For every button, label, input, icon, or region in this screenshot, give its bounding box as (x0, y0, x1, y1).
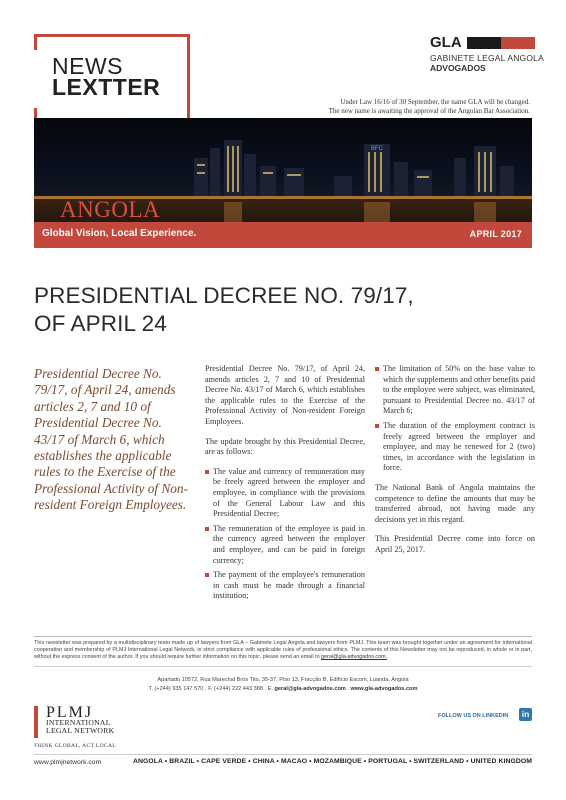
gla-firm-type: ADVOGADOS (430, 63, 486, 73)
law-notice-line-1: Under Law 16/16 of 30 September, the name GLA will be changed. (340, 98, 530, 106)
gla-logo-red-block (501, 37, 535, 49)
contact-line (34, 685, 532, 694)
gla-logo-black-block (467, 37, 501, 49)
office-address (34, 676, 532, 693)
law-notice (200, 98, 530, 116)
newsletter-label-news: NEWS (52, 53, 123, 79)
footer-divider (34, 754, 532, 755)
article-title-line-2: OF APRIL 24 (34, 311, 167, 336)
article-paragraph: The National Bank of Angola maintains the competence to define the amounts that may be transferred abroad, not having made any decisions yet in this regard. (375, 482, 535, 524)
list-item: The remuneration of the employee is paid in the currency agreed between the employer and employee, and can be paid in foreign currency; (205, 524, 365, 566)
contact-email-link[interactable]: geral@gla-advogados.com (274, 685, 346, 692)
plmj-subtitle-line-1: INTERNATIONAL (46, 718, 111, 727)
contact-separator: . (345, 685, 351, 692)
plmj-slogan: THINK GLOBAL, ACT LOCAL (34, 743, 116, 749)
linkedin-icon[interactable]: in (519, 708, 532, 721)
footer-divider (34, 666, 532, 667)
list-item: The limitation of 50% on the base value to which the supplements and other benefits paid to the employee were subject, was eliminated, pursuant to Presidential Decree no. 43/17 of March 6; (375, 364, 535, 417)
linkedin-label[interactable]: FOLLOW US ON LINKEDIN (438, 713, 509, 719)
network-website-link[interactable]: www.plmjnetwork.com (34, 759, 102, 766)
article-column-2 (205, 364, 365, 606)
newsletter-label-lextter: LEXTTER (52, 74, 161, 100)
article-column-3 (375, 364, 535, 565)
list-item: The duration of the employment contract is freely agreed between the employer and employee, and may be renewed for 2 (two) times, in accordance with the legislation in force. (375, 421, 535, 474)
banner-country: ANGOLA (60, 197, 161, 222)
list-item: The value and currency of remuneration may be freely agreed between the employer and employee, in compliance with the provisions of the General Labour Law and this Presidential Decree; (205, 467, 365, 520)
contact-phone-fax: T. (+244) 935 147 570 . F. (+244) 222 443 388 . E. (148, 685, 275, 692)
address-line: Apartado 10572, Rua Marechal Brós Tito, 35-37, Piso 13, Fracção B, Edifício Escom, Luanda, Angola (157, 677, 409, 683)
plmj-logo-subtitle (46, 719, 114, 735)
gla-logo-mark: GLA (430, 34, 462, 51)
footer-divider (34, 636, 532, 637)
gla-firm-name: GABINETE LEGAL ANGOLA (430, 53, 544, 63)
contact-website-link[interactable]: www.gla-advogados.com (350, 685, 418, 692)
article-title (34, 282, 534, 338)
list-item: The payment of the employee's remuneration in cash must be made through a financial institution; (205, 570, 365, 602)
article-title-line-1: PRESIDENTIAL DECREE NO. 79/17, (34, 283, 414, 308)
disclaimer (34, 640, 532, 662)
plmj-logo-name: PLMJ (46, 704, 94, 721)
countries-list: ANGOLA • BRAZIL • CAPE VERDE • CHINA • MACAO • MOZAMBIQUE • PORTUGAL • SWITZERLAND • UNITED KINGDOM (133, 758, 532, 765)
plmj-subtitle-line-2: LEGAL NETWORK (46, 725, 115, 735)
issue-date: APRIL 2017 (469, 229, 522, 239)
plmj-logo-bar (34, 706, 38, 738)
disclaimer-text: This newsletter was prepared by a multidisciplinary team made up of lawyers from GLA – Gabinete Legal Angola and lawyers from PLMJ. This team was brought together under an agreement for international cooperation and membership of PLMJ International Legal Network, in strict compliance with applicable rules of professional ethics. The contents of this Newsletter may not be reproduced, in whole or in part, without the express consent of the author. If you should require further information on this topic, please send an email to (34, 640, 532, 661)
banner-tagline: Global Vision, Local Experience. (42, 228, 197, 239)
pull-quote: Presidential Decree No. 79/17, of April 24, amends articles 2, 7 and 10 of Presidential Decree No. 43/17 of March 6, which establishes the applicable rules to the Exercise of the Professional Activity of Non-resident Foreign Employees. (34, 366, 189, 513)
article-paragraph: This Presidential Decree come into force on April 25, 2017. (375, 534, 535, 554)
article-paragraph: The update brought by this Presidential Decree, are as follows: (205, 436, 365, 457)
article-paragraph: Presidential Decree No. 79/17, of April 24, amends articles 2, 7 and 10 of Presidential Decree No. 43/17 of March 6, which establishes the applicable rules to the Exercise of the Professional Activity of Non-resident Foreign Employees. (205, 364, 365, 426)
disclaimer-email-link[interactable]: geral@gla-advogados.com. (321, 654, 388, 661)
law-notice-line-2: The new name is awaiting the approval of the Angolan Bar Association. (328, 107, 530, 115)
building-sign: BFC (371, 146, 383, 152)
